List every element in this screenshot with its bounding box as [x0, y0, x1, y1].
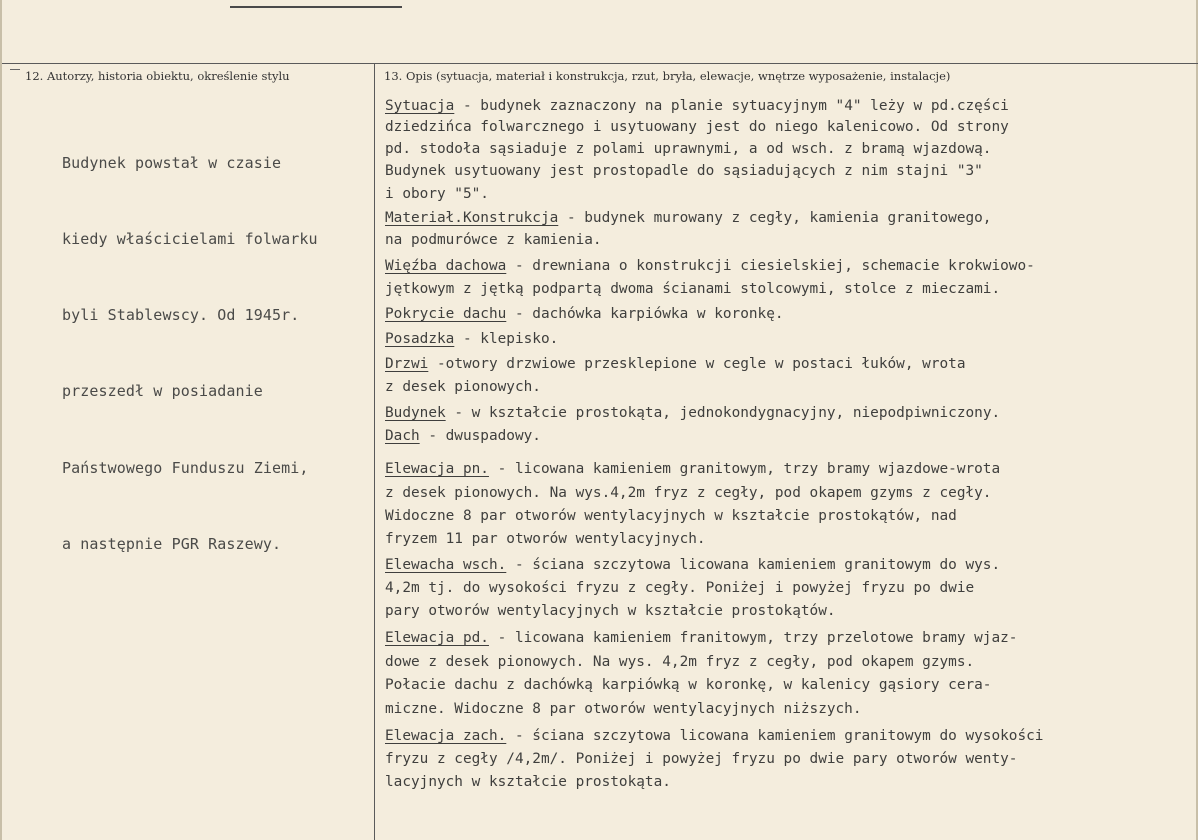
description-line	[385, 654, 974, 670]
history-line: Budynek powstał w czasie	[62, 153, 282, 172]
section-13-header: 13. Opis (sytuacja, materiał i konstrukcja, rzut, bryła, elewacje, wnętrze wyposażenie, instalacje)	[384, 69, 951, 83]
description-line	[385, 508, 957, 524]
description-line	[385, 331, 558, 347]
description-line	[385, 119, 1009, 135]
description-line	[385, 751, 1017, 767]
description-heading: Elewacha wsch.	[385, 557, 507, 573]
description-text: pary otworów wentylacyjnych w kształcie prostokątów.	[385, 603, 836, 619]
description-line	[385, 701, 862, 717]
history-line: a następnie PGR Raszewy.	[62, 534, 282, 553]
description-text: fryzu z cegły /4,2m/. Poniżej i powyżej fryzu po dwie pary otworów wenty-	[385, 751, 1018, 767]
description-text: - dachówka karpiówka w koronkę.	[506, 306, 784, 322]
description-line	[385, 210, 991, 226]
section-12-body	[62, 100, 318, 608]
description-heading: Dach	[385, 428, 420, 444]
description-line	[385, 630, 1017, 646]
description-text: - budynek zaznaczony na planie sytuacyjnym "4" leży w pd.części	[454, 98, 1009, 114]
header-rule	[2, 63, 1198, 64]
description-text: fryzem 11 par otworów wentylacyjnych.	[385, 531, 706, 547]
description-line	[385, 163, 983, 179]
description-text: Widoczne 8 par otworów wentylacyjnych w kształcie prostokątów, nad	[385, 508, 957, 524]
description-text: 4,2m tj. do wysokości fryzu z cegły. Poniżej i powyżej fryzu po dwie	[385, 580, 975, 596]
description-text: - budynek murowany z cegły, kamienia granitowego,	[558, 210, 992, 226]
description-line	[385, 141, 991, 157]
description-text: -otwory drzwiowe przesklepione w cegle w postaci łuków, wrota	[428, 356, 966, 372]
description-line	[385, 728, 1043, 744]
description-text: miczne. Widoczne 8 par otworów wentylacyjnych niższych.	[385, 701, 862, 717]
description-text: lacyjnych w kształcie prostokąta.	[385, 774, 671, 790]
description-heading: Drzwi	[385, 356, 429, 372]
history-line: Państwowego Funduszu Ziemi,	[62, 458, 309, 477]
description-text: z desek pionowych. Na wys.4,2m fryz z cegły, pod okapem gzyms z cegły.	[385, 485, 992, 501]
description-text: - klepisko.	[454, 331, 559, 347]
description-text: Połacie dachu z dachówką karpiówką w koronkę, w kalenicy gąsiory cera-	[385, 677, 992, 693]
description-line	[385, 281, 1000, 297]
description-heading: Posadzka	[385, 331, 455, 347]
description-line	[385, 603, 836, 619]
description-text: - ściana szczytowa licowana kamieniem granitowym do wysokości	[506, 728, 1044, 744]
description-line	[385, 774, 671, 790]
description-line	[385, 531, 706, 547]
description-heading: Elewacja zach.	[385, 728, 507, 744]
description-text: z desek pionowych.	[385, 379, 541, 395]
description-heading: Sytuacja	[385, 98, 455, 114]
description-line	[385, 232, 602, 248]
description-text: dziedzińca folwarcznego i usytuowany jest do niego kalenicowo. Od strony	[385, 119, 1009, 135]
description-heading: Pokrycie dachu	[385, 306, 507, 322]
description-line	[385, 557, 1000, 573]
description-text: na podmurówce z kamienia.	[385, 232, 602, 248]
margin-mark	[10, 69, 20, 72]
description-line	[385, 405, 1000, 421]
description-line	[385, 258, 1035, 274]
description-text: pd. stodoła sąsiaduje z polami uprawnymi, a od wsch. z bramą wjazdową.	[385, 141, 992, 157]
description-line	[385, 428, 541, 444]
description-heading: Materiał.Konstrukcja	[385, 210, 559, 226]
description-line	[385, 186, 489, 202]
description-text: Budynek usytuowany jest prostopadle do sąsiadujących z nim stajni "3"	[385, 163, 983, 179]
description-line	[385, 98, 1009, 114]
history-line: byli Stablewscy. Od 1945r.	[62, 306, 300, 325]
description-heading: Elewacja pn.	[385, 461, 489, 477]
description-line	[385, 677, 991, 693]
description-line	[385, 580, 974, 596]
description-text: - drewniana o konstrukcji ciesielskiej, schemacie krokwiowo-	[506, 258, 1035, 274]
history-line: przeszedł w posiadanie	[62, 382, 263, 401]
description-line	[385, 461, 1000, 477]
description-text: - ściana szczytowa licowana kamieniem granitowym do wys.	[506, 557, 1001, 573]
description-line	[385, 306, 784, 322]
description-text: i obory "5".	[385, 186, 489, 202]
description-line	[385, 485, 991, 501]
description-text: - licowana kamieniem franitowym, trzy przelotowe bramy wjaz-	[488, 630, 1018, 646]
description-text: - w kształcie prostokąta, jednokondygnacyjny, niepodpiwniczony.	[445, 405, 1001, 421]
column-divider	[374, 63, 375, 840]
history-line: kiedy właścicielami folwarku	[62, 230, 318, 249]
description-heading: Więźba dachowa	[385, 258, 507, 274]
description-text: - dwuspadowy.	[419, 428, 541, 444]
description-text: jętkowym z jętką podpartą dwoma ścianami stolcowymi, stolce z mieczami.	[385, 281, 1001, 297]
description-heading: Elewacja pd.	[385, 630, 489, 646]
top-edge-tab	[230, 0, 402, 8]
description-line	[385, 379, 541, 395]
description-text: dowe z desek pionowych. Na wys. 4,2m fryz z cegły, pod okapem gzyms.	[385, 654, 975, 670]
section-12-header: 12. Autorzy, historia obiektu, określenie stylu	[25, 69, 290, 83]
description-heading: Budynek	[385, 405, 446, 421]
description-text: - licowana kamieniem granitowym, trzy bramy wjazdowe-wrota	[488, 461, 1001, 477]
description-line	[385, 356, 966, 372]
